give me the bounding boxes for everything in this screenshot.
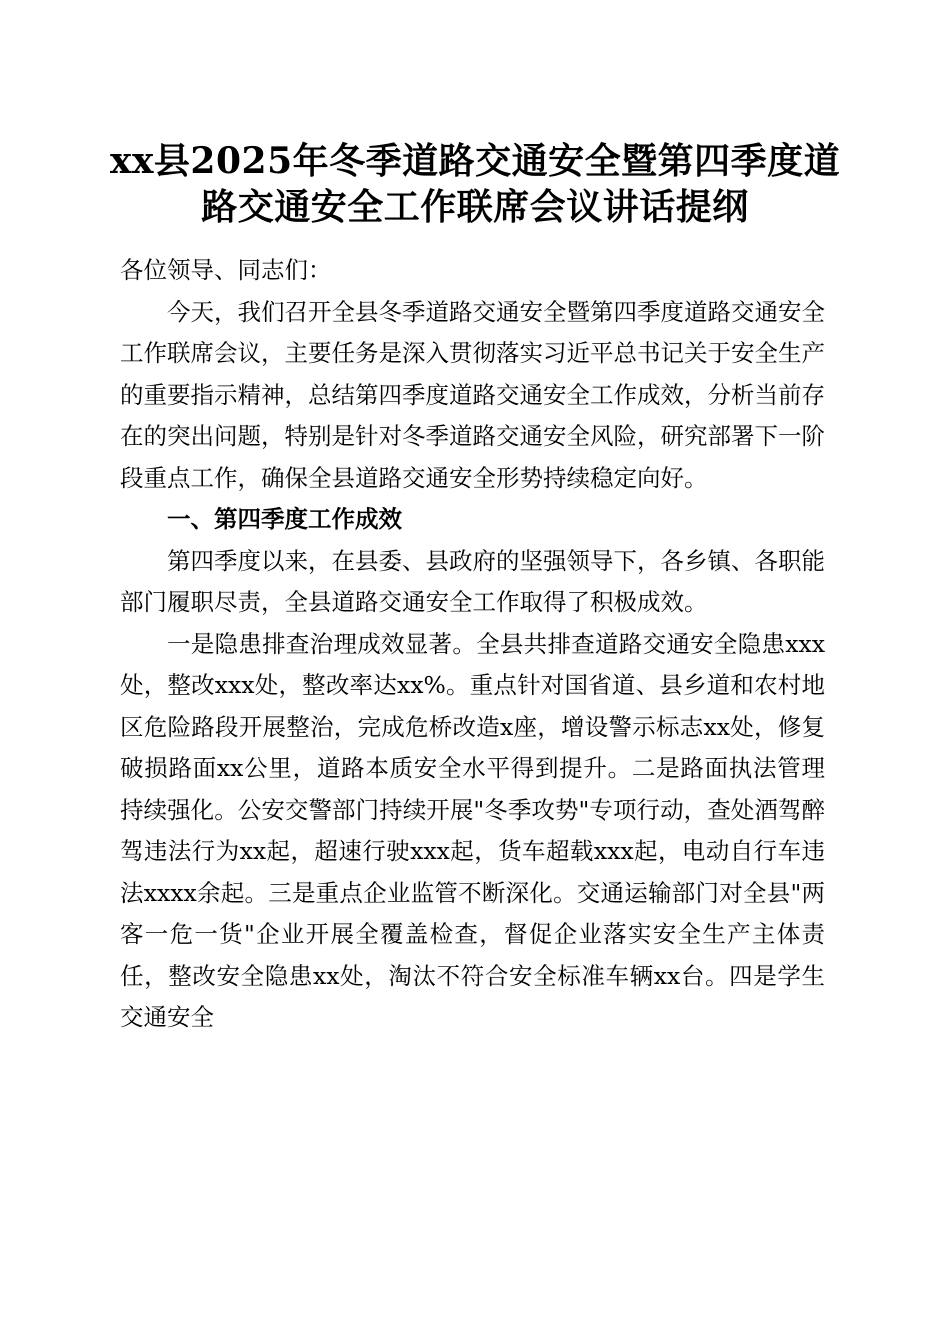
achievements-paragraph: 一是隐患排查治理成效显著。全县共排查道路交通安全隐患xxx处，整改xxx处，整改率达xx%。重点针对国省道、县乡道和农村地区危险路段开展整治，完成危桥改造x座，增设警示标志xx处，修复破损路面xx公里，道路本质安全水平得到提升。二是路面执法管理持续强化。公安交警部门持续开展"冬季攻势"专项行动，查处酒驾醉驾违法行为xx起，超速行驶xxx起，货车超载xxx起，电动自行车违法xxxx余起。三是重点企业监管不断深化。交通运输部门对全县"两客一危一货"企业开展全覆盖检查，督促企业落实安全生产主体责任，整改安全隐患xx处，淘汰不符合安全标准车辆xx台。四是学生交通安全: [120, 629, 825, 1031]
section-heading: 一、第四季度工作成效: [167, 505, 402, 533]
summary-paragraph: 第四季度以来，在县委、县政府的坚强领导下，各乡镇、各职能部门履职尽责，全县道路交通安全工作取得了积极成效。: [120, 546, 825, 616]
opening-paragraph: 今天，我们召开全县冬季道路交通安全暨第四季度道路交通安全工作联席会议，主要任务是深入贯彻落实习近平总书记关于安全生产的重要指示精神，总结第四季度道路交通安全工作成效，分析当前存在的突出问题，特别是针对冬季道路交通安全风险，研究部署下一阶段重点工作，确保全县道路交通安全形势持续稳定向好。: [120, 297, 825, 492]
document-title: [110, 138, 840, 230]
title-line-2: 路交通安全工作联席会议讲话提纲: [201, 186, 749, 228]
salutation: 各位领导、同志们：: [120, 256, 332, 284]
title-line-1: xx县2025年冬季道路交通安全暨第四季度道: [110, 140, 841, 182]
document-body: [120, 250, 825, 1039]
